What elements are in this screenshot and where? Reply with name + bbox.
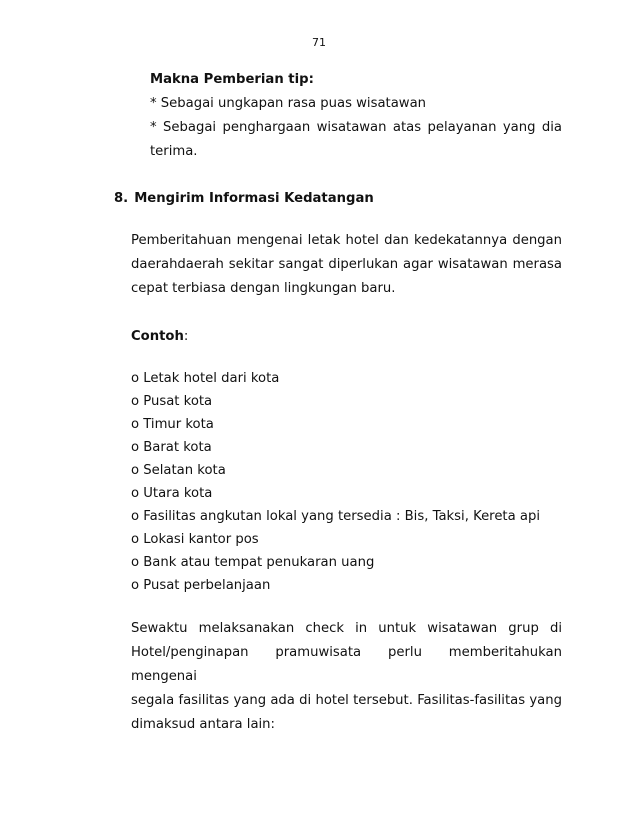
section-heading <box>114 187 374 211</box>
tip-line: terima. <box>150 144 198 159</box>
tip-title: Makna Pemberian tip: <box>150 72 314 87</box>
list-item: o Lokasi kantor pos <box>131 532 259 547</box>
paragraph-line: Pemberitahuan mengenai letak hotel dan kedekatannya dengan <box>131 233 562 248</box>
list-item: o Timur kota <box>131 417 214 432</box>
tip-line: * Sebagai penghargaan wisatawan atas pelayanan yang dia <box>150 120 562 135</box>
list-item: o Pusat perbelanjaan <box>131 578 271 593</box>
closing-paragraph <box>131 617 562 737</box>
section-title: Mengirim Informasi Kedatangan <box>134 191 374 206</box>
example-label-text: Contoh <box>131 329 184 344</box>
paragraph-line: dimaksud antara lain: <box>131 717 275 732</box>
list-item: o Barat kota <box>131 440 212 455</box>
list-item: o Selatan kota <box>131 463 226 478</box>
example-label <box>131 325 562 349</box>
section-number: 8. <box>114 191 129 206</box>
paragraph-line: Sewaktu melaksanakan check in untuk wisatawan grup di <box>131 621 562 636</box>
list-item: o Fasilitas angkutan lokal yang tersedia : Bis, Taksi, Kereta api <box>131 509 540 524</box>
list-item: o Utara kota <box>131 486 213 501</box>
paragraph-line: cepat terbiasa dengan lingkungan baru. <box>131 281 396 296</box>
intro-paragraph <box>131 229 562 301</box>
page-number: 71 <box>312 36 326 49</box>
paragraph-line: Hotel/penginapan pramuwisata perlu memberitahukan mengenai <box>131 645 562 684</box>
list-item: o Pusat kota <box>131 394 213 409</box>
example-label-colon: : <box>183 329 189 344</box>
tip-meaning-block <box>150 68 562 164</box>
tip-line: * Sebagai ungkapan rasa puas wisatawan <box>150 96 427 111</box>
list-item: o Letak hotel dari kota <box>131 371 280 386</box>
paragraph-line: segala fasilitas yang ada di hotel tersebut. Fasilitas-fasilitas yang <box>131 693 562 708</box>
list-item: o Bank atau tempat penukaran uang <box>131 555 375 570</box>
example-list <box>131 367 562 597</box>
paragraph-line: daerahdaerah sekitar sangat diperlukan agar wisatawan merasa <box>131 257 562 272</box>
